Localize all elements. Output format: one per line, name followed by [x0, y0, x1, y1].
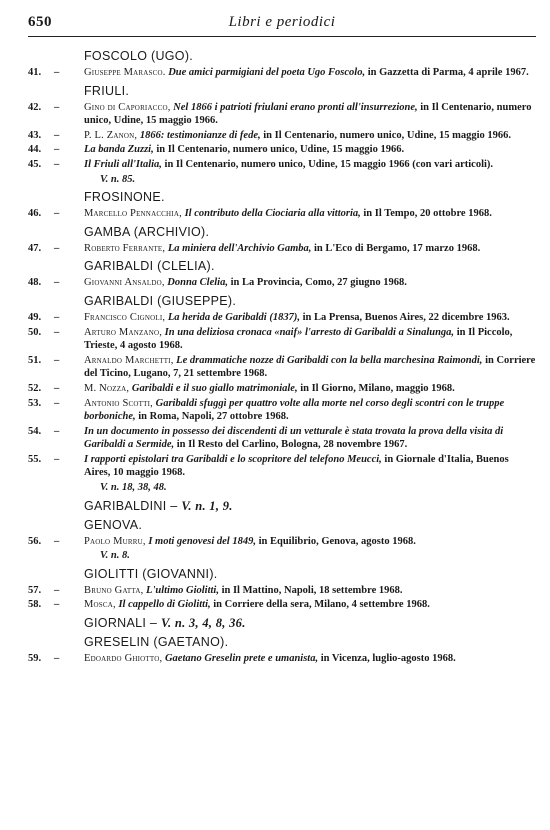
entry-author: Arnaldo Marchetti,	[84, 354, 174, 366]
section-heading	[84, 293, 536, 309]
section-heading	[84, 189, 536, 205]
entry-number	[28, 382, 72, 396]
dash-separator: –	[146, 616, 161, 631]
section-heading-text: FOSCOLO (UGO).	[84, 49, 194, 63]
entry-title: In una deliziosa cronaca «naif» l'arresto di Garibaldi a Sinalunga,	[164, 326, 455, 338]
entry-title: In un documento in possesso dei discendenti di un vetturale è stata trovata la prova della visita di Garibaldi a Sermide,	[84, 425, 504, 451]
section-heading-text: GARIBALDINI	[84, 498, 167, 513]
entry-title: Il cappello di Giolitti,	[118, 599, 211, 611]
entry-number	[28, 535, 72, 549]
entry-source: in Il Piccolo, Trieste, 4 agosto 1968.	[84, 326, 513, 352]
entry-source: in Gazzetta di Parma, 4 aprile 1967.	[367, 67, 529, 78]
bibliography-section	[28, 293, 536, 495]
entry-dash: –	[54, 653, 60, 665]
entry-title: L'ultimo Giolitti,	[146, 584, 219, 596]
entry-source: in Il Centenario, numero unico, Udine, 15 maggio 1966.	[263, 129, 511, 141]
bibliography-entry	[28, 598, 536, 612]
bibliography-entry	[28, 584, 536, 598]
entry-dash: –	[54, 382, 60, 394]
entry-number	[28, 129, 72, 143]
entry-title: I rapporti epistolari tra Garibaldi e lo scopritore del telefono Meucci,	[84, 453, 382, 465]
section-heading	[84, 566, 536, 582]
entry-title: I moti genovesi del 1849,	[148, 535, 256, 547]
entry-dash: –	[54, 599, 60, 611]
bibliography-list	[28, 48, 536, 669]
entry-dash: –	[54, 67, 60, 78]
entry-title: La herida de Garibaldi (1837),	[167, 311, 300, 323]
entry-author: Giuseppe Marasco.	[84, 67, 166, 78]
entry-number-text: 52.	[28, 382, 42, 394]
entry-number	[28, 276, 72, 290]
entry-source: in Il Centenario, numero unico, Udine, 15 maggio 1966.	[84, 101, 532, 127]
bibliography-entry	[28, 129, 536, 143]
section-heading-text: FROSINONE.	[84, 190, 165, 205]
entry-number	[28, 584, 72, 598]
entry-source: in Il Mattino, Napoli, 18 settembre 1968.	[221, 584, 403, 596]
entry-title: Donna Clelia,	[167, 277, 228, 289]
page-number: 650	[28, 14, 52, 30]
header-rule	[28, 36, 536, 37]
entry-number-text: 43.	[28, 129, 42, 141]
entry-author: Edoardo Ghiotto,	[84, 653, 163, 665]
bibliography-section	[28, 83, 536, 187]
section-heading	[84, 258, 536, 274]
bibliography-entry	[28, 242, 536, 256]
entry-number	[28, 326, 72, 340]
entry-dash: –	[54, 584, 60, 596]
bibliography-entry	[28, 101, 536, 128]
entry-title: Garibaldi sfuggì per quattro volte alla morte nel corso degli scontri con le truppe borboniche,	[84, 397, 505, 423]
running-title: Libri e periodici	[228, 14, 336, 30]
section-heading-text: GIORNALI	[84, 616, 147, 631]
bibliography-entry	[28, 207, 536, 221]
entry-number	[28, 652, 72, 666]
entry-title: Gaetano Greselin prete e umanista,	[164, 653, 319, 665]
bibliography-section	[28, 615, 536, 631]
section-heading-text: GENOVA.	[84, 517, 143, 532]
entry-dash: –	[54, 208, 60, 220]
entry-source: in Il Giorno, Milano, maggio 1968.	[300, 382, 455, 394]
entry-source: in Il Tempo, 20 ottobre 1968.	[363, 208, 492, 220]
section-heading	[84, 517, 536, 533]
bibliography-entry	[28, 453, 536, 480]
entry-author: Roberto Ferrante,	[84, 242, 166, 254]
bibliography-entry	[28, 276, 536, 290]
entry-number-text: 53.	[28, 397, 42, 409]
section-heading-text: FRIULI.	[84, 83, 130, 98]
section-heading	[84, 224, 536, 240]
bibliography-section	[28, 258, 536, 290]
entry-number	[28, 101, 72, 115]
entry-source: in L'Eco di Bergamo, 17 marzo 1968.	[313, 242, 481, 254]
entry-number-text: 41.	[28, 67, 42, 78]
entry-author: Francisco Cignoli,	[84, 311, 166, 323]
entry-source: in Equilibrio, Genova, agosto 1968.	[258, 535, 416, 547]
entry-number-text: 58.	[28, 599, 42, 611]
entry-number-text: 54.	[28, 425, 42, 437]
bibliography-entry	[28, 652, 536, 666]
dash-separator: –	[166, 498, 182, 513]
cross-reference: V. n. 1, 9.	[181, 498, 233, 513]
entry-dash: –	[54, 158, 60, 170]
entry-number-text: 48.	[28, 277, 42, 289]
page-header	[28, 14, 536, 34]
bibliography-section	[28, 517, 536, 563]
bibliography-entry	[28, 311, 536, 325]
entry-dash: –	[54, 397, 60, 409]
entry-title: Le drammatiche nozze di Garibaldi con la bella marchesina Raimondi,	[176, 354, 483, 366]
entry-number	[28, 158, 72, 172]
section-heading	[84, 48, 536, 64]
entry-source: in Roma, Napoli, 27 ottobre 1968.	[138, 411, 289, 423]
entry-number-text: 47.	[28, 242, 42, 254]
entry-author: M. Nozza,	[84, 382, 130, 394]
entry-number	[28, 453, 72, 467]
entry-number-text: 42.	[28, 101, 42, 113]
entry-number	[28, 397, 72, 411]
entry-title: 1866: testimonianze di fede,	[139, 129, 261, 141]
entry-source: in Giornale d'Italia, Buenos Aires, 10 maggio 1968.	[84, 453, 509, 479]
entry-number	[28, 66, 72, 80]
entry-author: Marcello Pennacchia,	[84, 208, 182, 220]
bibliography-entry	[28, 354, 536, 381]
entry-title: Due amici parmigiani del poeta Ugo Foscolo,	[168, 67, 366, 78]
bibliography-entry	[28, 425, 536, 452]
bibliography-entry	[28, 382, 536, 396]
entry-author: Gino di Caporiacco,	[84, 101, 171, 113]
cross-reference: V. n. 3, 4, 8, 36.	[160, 616, 246, 631]
entry-number-text: 49.	[28, 311, 42, 323]
entry-author: P. L. Zanon,	[84, 129, 138, 141]
entry-title: Il Friuli all'Italia,	[84, 158, 162, 170]
entry-source: in Corriere della sera, Milano, 4 settembre 1968.	[213, 599, 430, 611]
section-heading	[84, 498, 536, 514]
section-heading-text: GIOLITTI (GIOVANNI).	[84, 566, 218, 581]
entry-dash: –	[54, 535, 60, 547]
entry-author: Bruno Gatta,	[84, 584, 144, 596]
entry-number-text: 51.	[28, 354, 42, 366]
entry-number-text: 46.	[28, 208, 42, 220]
entry-title: Garibaldi e il suo giallo matrimoniale,	[131, 382, 298, 394]
entry-title: Nel 1866 i patrioti friulani erano pronti all'insurrezione,	[173, 101, 418, 113]
entry-source: in La Prensa, Buenos Aires, 22 dicembre 1963.	[302, 311, 510, 323]
entry-number-text: 57.	[28, 584, 42, 596]
entry-dash: –	[54, 311, 60, 323]
bibliography-section	[28, 224, 536, 256]
entry-number-text: 50.	[28, 326, 42, 338]
entry-source: in Il Centenario, numero unico, Udine, 15 maggio 1966.	[156, 144, 405, 156]
section-heading	[84, 634, 536, 650]
bibliography-entry	[28, 535, 536, 549]
entry-dash: –	[54, 326, 60, 338]
entry-title: La miniera dell'Archivio Gamba,	[167, 242, 312, 254]
entry-author: Paolo Murru,	[84, 535, 146, 547]
entry-number	[28, 425, 72, 439]
entry-dash: –	[54, 144, 60, 156]
entry-number	[28, 354, 72, 368]
entry-dash: –	[54, 242, 60, 254]
entry-number	[28, 143, 72, 157]
entry-source: in Il Centenario, numero unico, Udine, 15 maggio 1966 (con vari articoli).	[164, 158, 494, 170]
entry-number-text: 56.	[28, 535, 42, 547]
entry-number-text: 45.	[28, 158, 42, 170]
entry-number	[28, 207, 72, 221]
bibliography-section	[28, 48, 536, 80]
section-heading-text: GARIBALDI (CLELIA).	[84, 259, 215, 274]
bibliography-entry	[28, 326, 536, 353]
entry-number	[28, 598, 72, 612]
entry-author: Arturo Manzano,	[84, 326, 163, 338]
entry-dash: –	[54, 425, 60, 437]
entry-dash: –	[54, 354, 60, 366]
bibliography-entry	[28, 66, 536, 80]
bibliography-section	[28, 566, 536, 612]
entry-title: La banda Zuzzi,	[84, 144, 154, 156]
entry-number-text: 44.	[28, 144, 42, 156]
entry-author: Antonio Scotti,	[84, 397, 153, 409]
bibliography-entry	[28, 158, 536, 172]
entry-title: Il contributo della Ciociaria alla vittoria,	[184, 208, 361, 220]
bibliography-section	[28, 498, 536, 514]
bibliography-entry	[28, 397, 536, 424]
entry-number-text: 55.	[28, 453, 42, 465]
cross-reference: V. n. 18, 38, 48.	[100, 482, 167, 494]
entry-source: in La Provincia, Como, 27 giugno 1968.	[230, 277, 407, 289]
entry-number-text: 59.	[28, 653, 42, 665]
entry-number	[28, 311, 72, 325]
section-heading-text: GAMBA (ARCHIVIO).	[84, 224, 210, 239]
bibliography-entry	[28, 143, 536, 157]
entry-number	[28, 242, 72, 256]
entry-dash: –	[54, 277, 60, 289]
cross-reference: V. n. 85.	[100, 173, 136, 185]
entry-author: Mosca,	[84, 599, 116, 611]
entry-author: Giovanni Ansaldo,	[84, 277, 165, 289]
section-heading-text: GARIBALDI (GIUSEPPE).	[84, 293, 237, 308]
bibliography-section	[28, 634, 536, 666]
entry-dash: –	[54, 453, 60, 465]
entry-dash: –	[54, 129, 60, 141]
entry-source: in Il Resto del Carlino, Bologna, 28 novembre 1967.	[176, 439, 408, 451]
section-heading	[84, 615, 536, 631]
section-heading-text: GRESELIN (GAETANO).	[84, 635, 229, 650]
entry-dash: –	[54, 101, 60, 113]
bibliography-section	[28, 189, 536, 221]
section-heading	[84, 83, 536, 99]
entry-source: in Corriere del Ticino, Lugano, 7, 21 settembre 1968.	[84, 354, 536, 380]
entry-source: in Vicenza, luglio-agosto 1968.	[320, 653, 456, 665]
cross-reference: V. n. 8.	[100, 550, 130, 562]
